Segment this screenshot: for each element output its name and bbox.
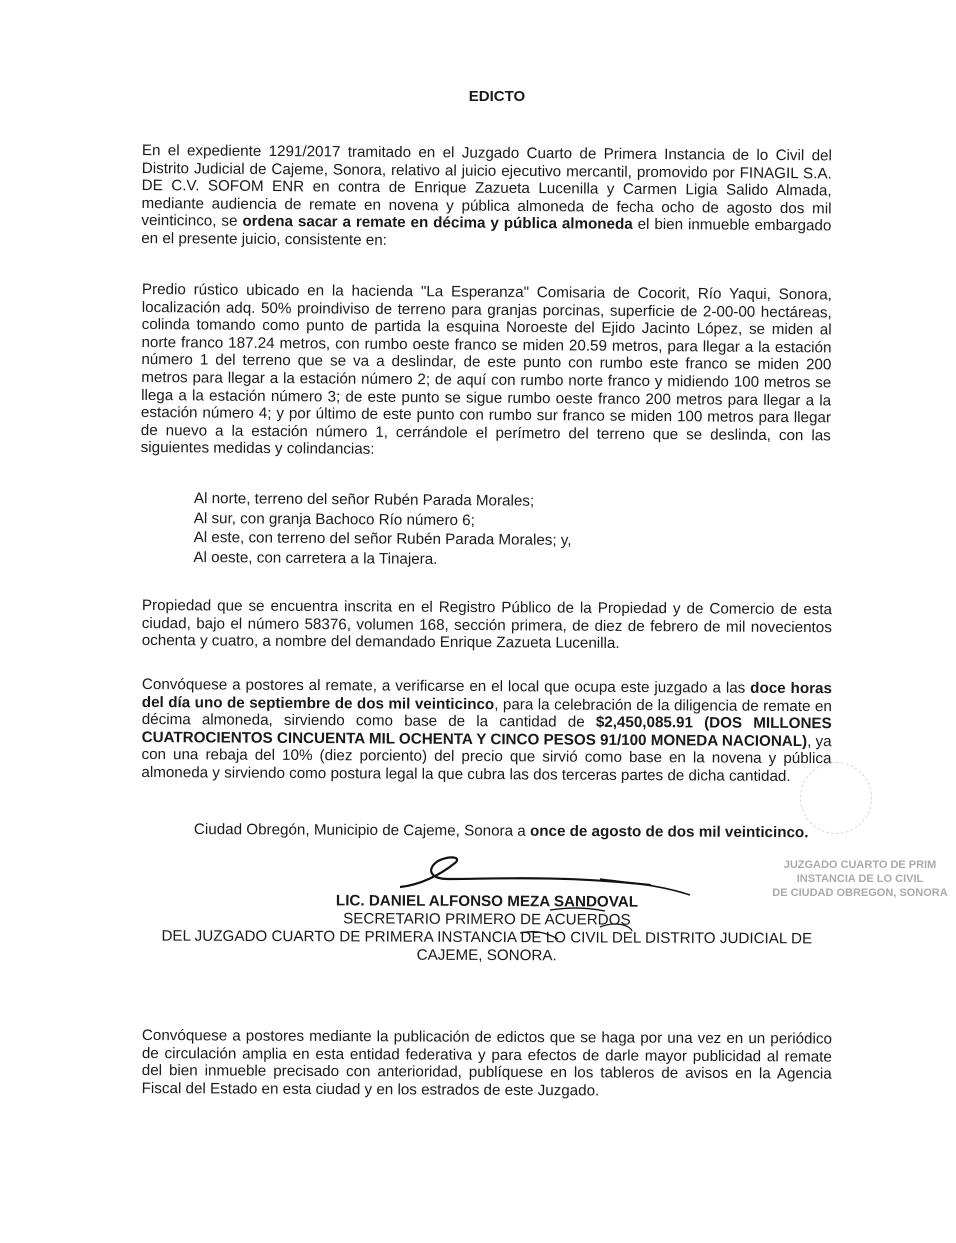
intro-paragraph	[141, 142, 832, 253]
boundary-east: Al este, con terreno del señor Rubén Parada Morales; y,	[193, 529, 572, 550]
publication-note-paragraph: Convóquese a postores mediante la publicación de edictos que se haga por una vez en un periódico de circulación amplia en esta entidad federativa y para efectos de darle mayor publicidad al remate del bien inmueble precisado con anterioridad, publíquese en los tableros de avisos en la Agencia Fiscal del Estado en esta ciudad y en los estrados de este Juzgado.	[141, 1027, 832, 1100]
convocation-bold-amount: $2,450,085.91 (DOS MILLONES CUATROCIENTOS CINCUENTA MIL OCHENTA Y CINCO PESOS 91/100 MONEDA NACIONAL)	[141, 713, 832, 750]
court-line-1: DEL JUZGADO CUARTO DE PRIMERA INSTANCIA DE LO CIVIL DEL DISTRITO JUDICIAL DE	[161, 927, 813, 948]
property-description-paragraph: Predio rústico ubicado en la hacienda "La Esperanza" Comisaria de Cocorit, Río Yaqui, Sonora, localización adq. 50% proindiviso de terreno para granjas porcinas, superficie de 2-00-00 hectáreas, colinda tomando como punto de partida la esquina Noroeste del Ejido Jacinto López, se miden al norte franco 187.24 metros, con rumbo oeste franco se miden 20.59 metros, para llegar a la estación número 1 del terreno que se va a deslindar, de este punto con rumbo este franco se miden 200 metros para llegar a la estación número 2; de aquí con rumbo norte franco y midiendo 100 metros se llega a la estación número 3; de este punto se sigue rumbo oeste franco 200 metros para llegar a la estación número 4; y por último de este punto con rumbo sur franco se miden 100 metros para llegar de nuevo a la estación número 1, cerrándole el perímetro del terreno que se deslinda, con las siguientes medidas y colindancias:	[140, 281, 832, 459]
stamp-line-2: INSTANCIA DE LO CIVIL	[796, 873, 924, 885]
court-stamp	[760, 858, 956, 918]
signer-name: LIC. DANIEL ALFONSO MEZA SANDOVAL	[335, 892, 639, 911]
document-title: EDICTO	[468, 88, 526, 105]
stamp-line-3: DE CIUDAD OBREGON, SONORA	[772, 887, 948, 899]
intro-bold-order: ordena sacar a remate en décima y pública almoneda	[242, 212, 633, 233]
place-text: Ciudad Obregón, Municipio de Cajeme, Sonora a	[193, 821, 531, 841]
faded-seal-icon	[800, 762, 872, 834]
convocation-text-3: , ya con una rebaja del 10% (diez porciento) del precio que sirvió como base en la novena y pública almoneda y sirviendo como postura legal la que cubra las dos terceras partes de dicha cantidad.	[141, 732, 832, 785]
convocation-text-1: Convóquese a postores al remate, a verificarse en el local que ocupa este juzgado a las	[141, 675, 751, 697]
date-bold: once de agosto de dos mil veinticinco.	[529, 823, 809, 842]
convocation-text-2: , para la celebración de la diligencia de remate en décima almoneda, sirviendo como base de la cantidad de	[141, 695, 832, 731]
intro-text-2: el bien inmueble embargado en el presente juicio, consistente en:	[141, 215, 832, 249]
convocation-paragraph	[141, 676, 832, 786]
court-line-2: CAJEME, SONORA.	[416, 946, 557, 965]
boundary-north: Al norte, terreno del señor Rubén Parada Morales;	[193, 490, 535, 510]
place-date-line	[194, 821, 832, 842]
boundaries-list	[193, 489, 832, 572]
intro-text-1: En el expediente 1291/2017 tramitado en el Juzgado Cuarto de Primera Instancia de lo Civil del Distrito Judicial de Cajeme, Sonora, relativo al juicio ejecutivo mercantil, promovido por FINAGIL S.A. DE C.V. SOFOM ENR en contra de Enrique Zazueta Lucenilla y Carmen Ligia Salido Almada, mediante audiencia de remate en novena y pública almoneda de fecha ocho de agosto dos mil veinticinco, se	[141, 141, 832, 230]
signer-role: SECRETARIO PRIMERO DE ACUERDOS	[343, 910, 631, 929]
boundary-south: Al sur, con granja Bachoco Río número 6;	[193, 509, 475, 529]
registry-paragraph: Propiedad que se encuentra inscrita en el Registro Público de la Propiedad y de Comercio de esta ciudad, bajo el número 58376, volumen 168, sección primera, de diez de febrero de mil novecientos ochenta y cuatro, a nombre del demandado Enrique Zazueta Lucenilla.	[141, 597, 832, 653]
handwritten-signature	[400, 855, 700, 945]
boundary-west: Al oeste, con carretera a la Tinajera.	[193, 548, 438, 568]
stamp-line-1: JUZGADO CUARTO DE PRIM	[783, 859, 937, 871]
convocation-bold-date: doce horas del día uno de septiembre de dos mil veinticinco	[141, 679, 833, 713]
